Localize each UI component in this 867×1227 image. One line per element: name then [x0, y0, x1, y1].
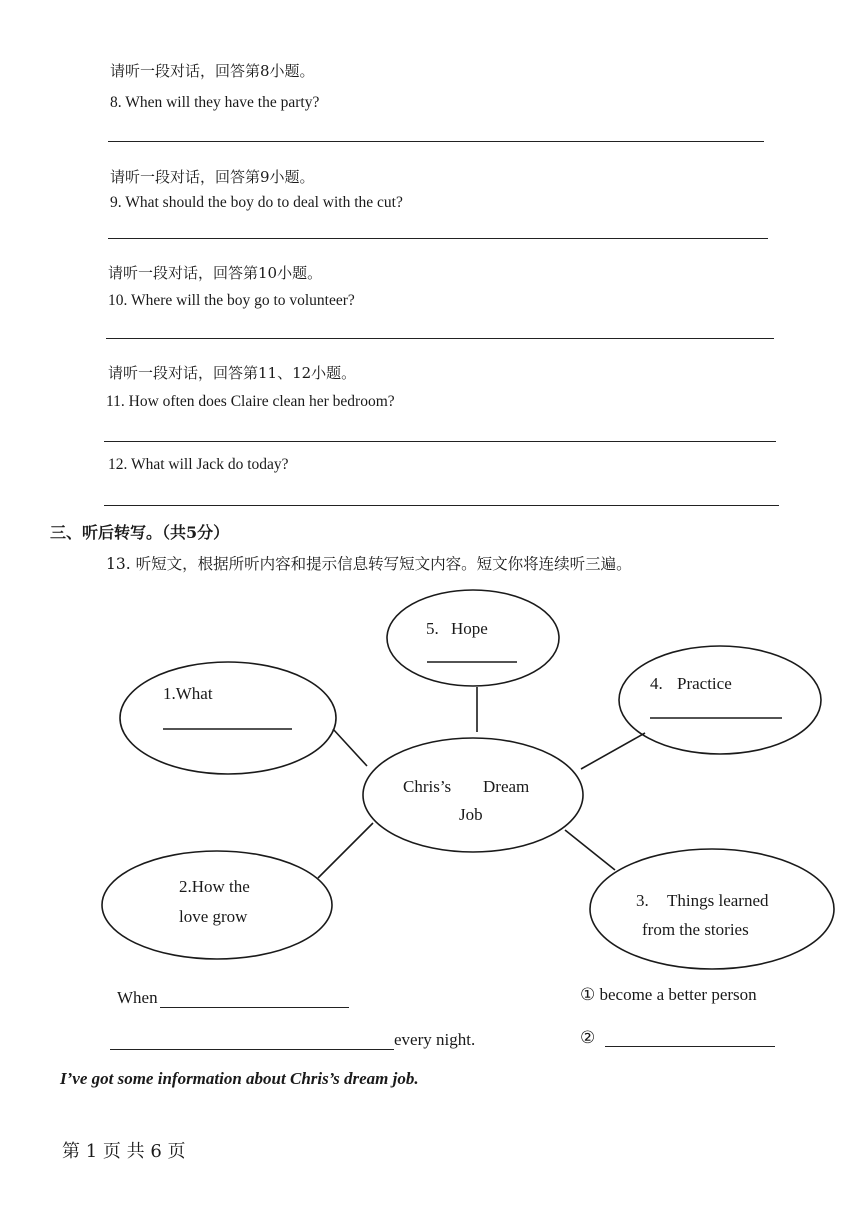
q12-question: 12. What will Jack do today?	[108, 456, 289, 473]
node-4-label: Practice	[677, 674, 732, 693]
every-night-label: every night.	[394, 1030, 476, 1049]
node-4-num: 4.	[650, 674, 663, 693]
node-5-num: 5.	[426, 619, 439, 638]
q13-instructions: 13. 听短文，根据所听内容和提示信息转写短文内容。短文你将连续听三遍。	[106, 555, 632, 573]
every-night-blank[interactable]	[110, 1049, 394, 1050]
node-1-label: 1.What	[163, 684, 213, 703]
node-3-line2: from the stories	[642, 920, 749, 939]
connector-what	[333, 729, 367, 766]
node-2-line1: 2.How the	[179, 877, 250, 896]
when-blank[interactable]	[160, 1007, 349, 1008]
when-label: When	[117, 988, 158, 1007]
q8-intro: 请听一段对话，回答第8小题。	[110, 62, 315, 80]
item-2-blank[interactable]	[605, 1046, 775, 1047]
what-ellipse	[120, 662, 336, 774]
q11-12-intro: 请听一段对话，回答第11、12小题。	[108, 364, 357, 382]
connector-how-love-grow	[318, 823, 373, 878]
connector-practice	[581, 733, 645, 769]
q8-question: 8. When will they have the party?	[110, 94, 320, 111]
practice-ellipse	[619, 646, 821, 754]
item-2-marker: ②	[580, 1028, 596, 1047]
node-3-num: 3.	[636, 891, 649, 910]
section-3-title: 三、听后转写。（共5分）	[50, 523, 230, 542]
q9-intro: 请听一段对话，回答第9小题。	[110, 168, 315, 186]
center-label-chris: Chris’s	[403, 777, 452, 796]
node-3-line1: Things learned	[667, 891, 769, 910]
center-ellipse	[363, 738, 583, 852]
q10-intro: 请听一段对话，回答第10小题。	[108, 264, 323, 282]
hope-ellipse	[387, 590, 559, 686]
center-label-dream: Dream	[483, 777, 530, 796]
footer-sentence: I’ve got some information about Chris’s dream job.	[60, 1069, 419, 1088]
q9-question: 9. What should the boy do to deal with the cut?	[110, 194, 403, 211]
q11-question: 11. How often does Claire clean her bedroom?	[106, 393, 395, 410]
center-label-job: Job	[459, 805, 483, 824]
page-number: 第 1 页 共 6 页	[62, 1141, 186, 1162]
q10-question: 10. Where will the boy go to volunteer?	[108, 292, 355, 309]
how-love-grow-ellipse	[102, 851, 332, 959]
connector-things-learned	[565, 830, 615, 870]
item-1-text: ① become a better person	[580, 985, 757, 1004]
node-5-label: Hope	[451, 619, 488, 638]
node-2-line2: love grow	[179, 907, 248, 926]
